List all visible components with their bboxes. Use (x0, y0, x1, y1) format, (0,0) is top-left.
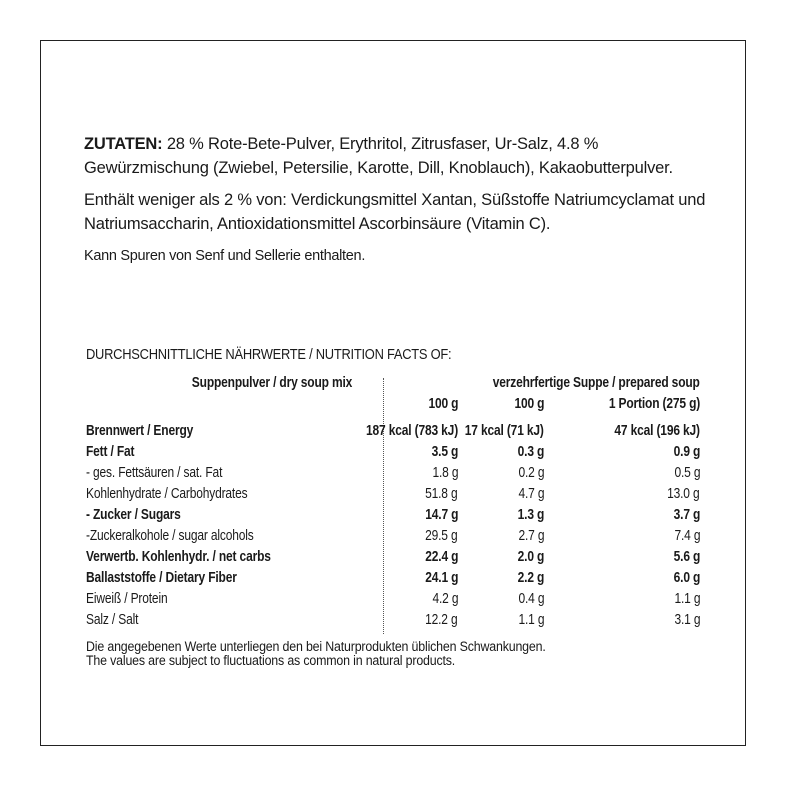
portion-value: 1.1 g (674, 590, 700, 607)
traces-note: Kann Spuren von Senf und Sellerie enthalten. (84, 248, 366, 264)
table-row (86, 588, 706, 609)
dry-value: 187 kcal (783 kJ) (365, 422, 458, 439)
prepared-value: 2.7 g (518, 527, 544, 544)
nutrient-label: Verwertb. Kohlenhydr. / net carbs (86, 548, 271, 565)
prepared-value: 0.2 g (518, 464, 544, 481)
nutrient-label: - ges. Fettsäuren / sat. Fat (86, 464, 223, 481)
ingredients-paragraph (84, 132, 706, 180)
dry-value: 1.8 g (432, 464, 458, 481)
header-portion: 1 Portion (275 g) (608, 395, 700, 412)
additives-paragraph: Enthält weniger als 2 % von: Verdickungsmittel Xantan, Süßstoffe Natriumcyclamat und Natriumsaccharin, Antioxidationsmittel Ascorbinsäure (Vitamin C). (84, 191, 706, 233)
nutrition-title: DURCHSCHNITTLICHE NÄHRWERTE / NUTRITION FACTS OF: (86, 346, 452, 363)
dry-value: 22.4 g (424, 548, 458, 565)
prepared-value: 0.4 g (518, 590, 544, 607)
nutrient-label: - Zucker / Sugars (86, 506, 181, 523)
portion-value: 5.6 g (673, 548, 700, 565)
table-row (86, 609, 706, 630)
table-row (86, 546, 706, 567)
ingredients-text: 28 % Rote-Bete-Pulver, Erythritol, Zitrusfaser, Ur-Salz, 4.8 % Gewürzmischung (Zwiebel, Petersilie, Karotte, Dill, Knoblauch), Kakaobutterpulver. (84, 135, 673, 177)
portion-value: 47 kcal (196 kJ) (614, 422, 700, 439)
dry-value: 24.1 g (424, 569, 458, 586)
table-subheader-row (86, 393, 706, 414)
table-header-row (86, 372, 706, 393)
prepared-value: 2.0 g (517, 548, 544, 565)
portion-value: 7.4 g (674, 527, 700, 544)
portion-value: 6.0 g (673, 569, 700, 586)
prepared-value: 1.1 g (518, 611, 544, 628)
table-row (86, 504, 706, 525)
prepared-value: 1.3 g (517, 506, 544, 523)
table-row (86, 525, 706, 546)
table-row (86, 483, 706, 504)
dry-value: 12.2 g (425, 611, 458, 628)
header-dry-soup: Suppenpulver / dry soup mix (191, 374, 353, 391)
dry-value: 14.7 g (424, 506, 458, 523)
header-dry-100g: 100 g (428, 395, 458, 412)
portion-value: 13.0 g (667, 485, 700, 502)
prepared-value: 4.7 g (518, 485, 544, 502)
ingredients-heading: ZUTATEN: (84, 135, 163, 153)
dry-value: 3.5 g (431, 443, 458, 460)
ingredients-block (84, 132, 706, 274)
dry-value: 29.5 g (425, 527, 458, 544)
portion-value: 3.1 g (674, 611, 700, 628)
dry-value: 4.2 g (432, 590, 458, 607)
nutrient-label: Brennwert / Energy (86, 422, 194, 439)
nutrient-label: Eiweiß / Protein (86, 590, 168, 607)
nutrition-table (86, 372, 706, 630)
nutrient-label: Salz / Salt (86, 611, 139, 628)
nutrient-label: -Zuckeralkohole / sugar alcohols (86, 527, 254, 544)
footer-note (86, 640, 546, 668)
table-row (86, 567, 706, 588)
prepared-value: 0.3 g (517, 443, 544, 460)
footer-english: The values are subject to fluctuations as common in natural products. (86, 653, 456, 668)
prepared-value: 2.2 g (517, 569, 544, 586)
nutrient-label: Ballaststoffe / Dietary Fiber (86, 569, 237, 586)
footer-german: Die angegebenen Werte unterliegen den bei Naturprodukten üblichen Schwankungen. (86, 639, 546, 654)
portion-value: 0.5 g (674, 464, 700, 481)
dry-value: 51.8 g (425, 485, 458, 502)
nutrient-label: Kohlenhydrate / Carbohydrates (86, 485, 248, 502)
nutrition-rows (86, 420, 706, 630)
table-row (86, 420, 706, 441)
portion-value: 3.7 g (673, 506, 700, 523)
nutrient-label: Fett / Fat (86, 443, 135, 460)
table-row (86, 441, 706, 462)
table-row (86, 462, 706, 483)
portion-value: 0.9 g (673, 443, 700, 460)
header-prepared-soup: verzehrfertige Suppe / prepared soup (493, 374, 700, 391)
header-prepared-100g: 100 g (514, 395, 544, 412)
prepared-value: 17 kcal (71 kJ) (465, 422, 544, 439)
